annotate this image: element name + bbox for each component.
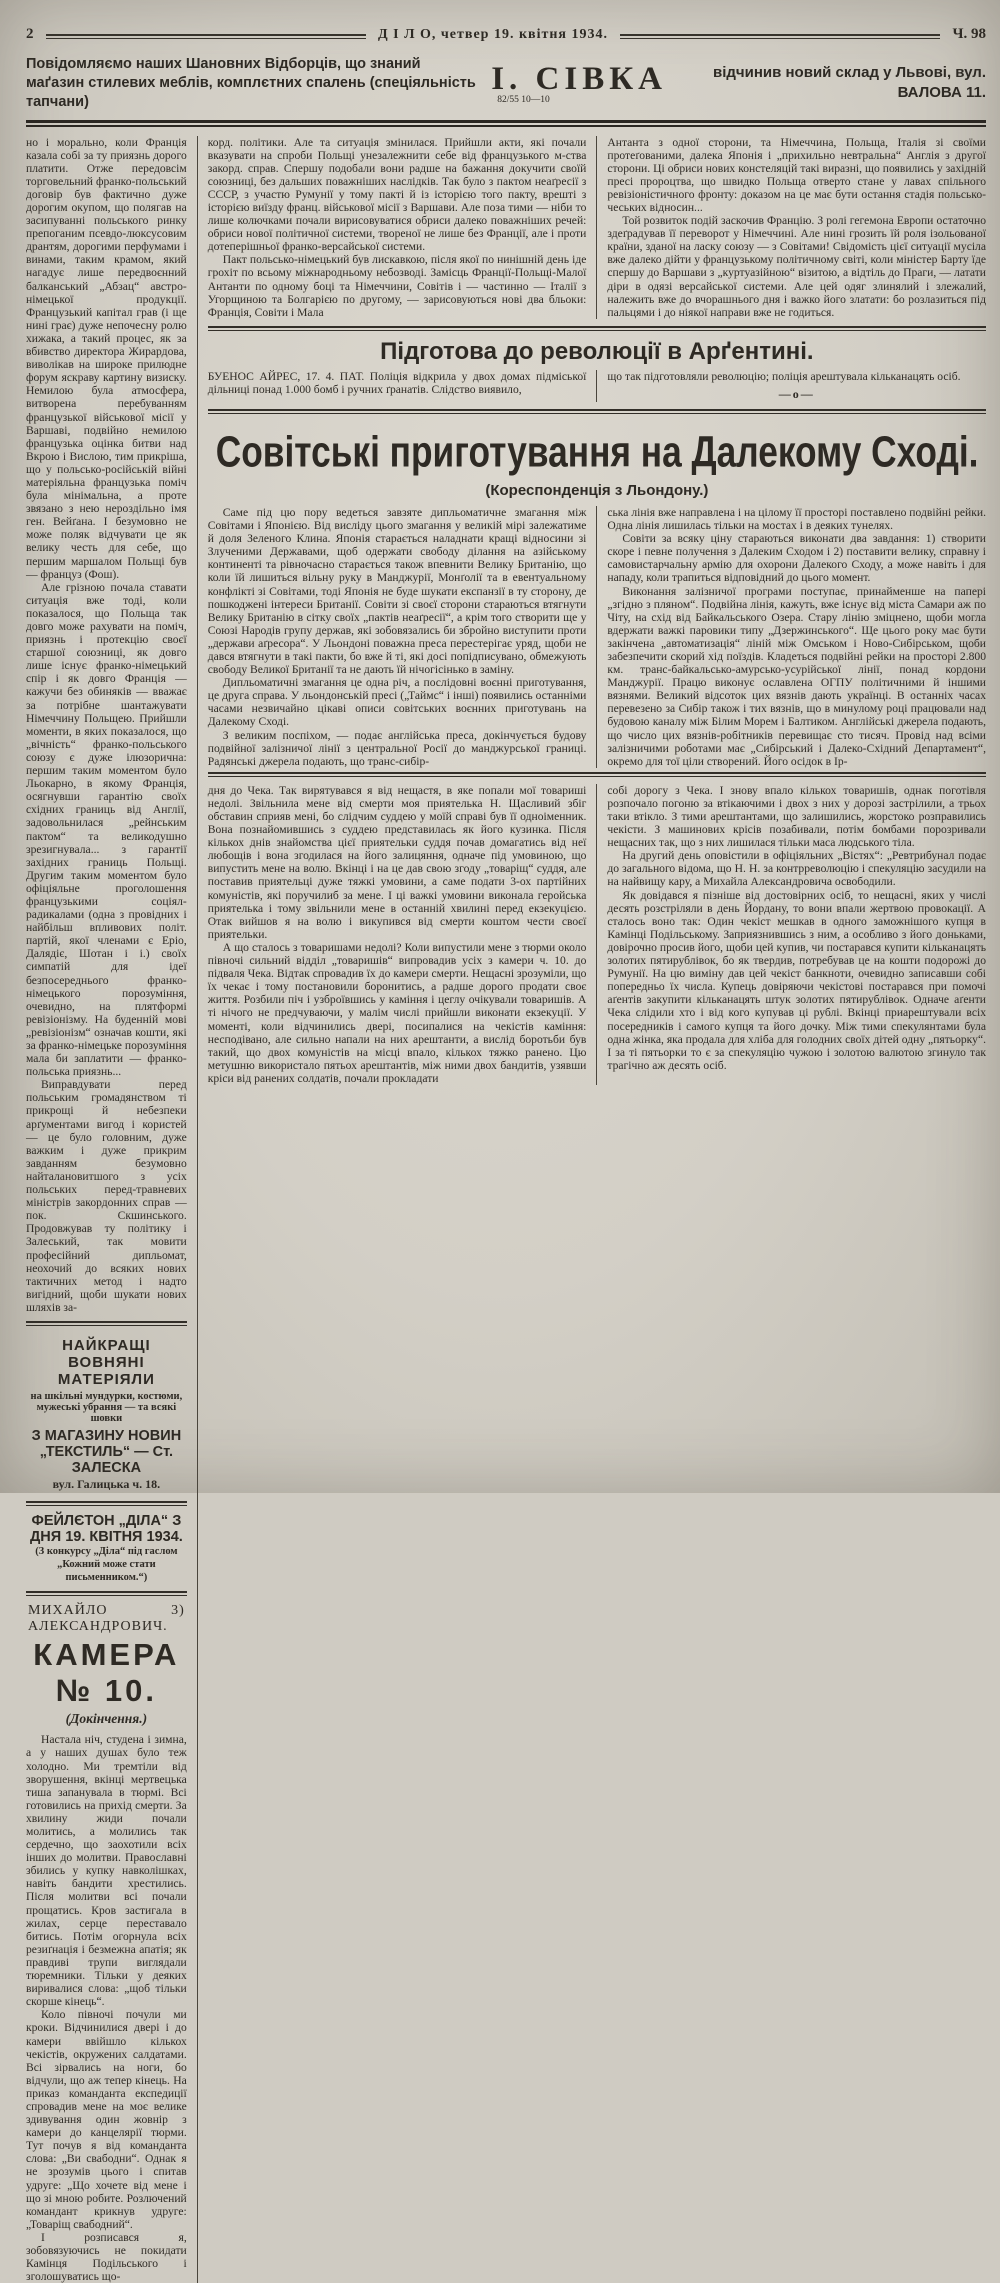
top-ad-brand-block [491,61,667,105]
argentina-col-left [208,370,597,402]
horizontal-rule [208,326,986,331]
feuilleton-col3 [596,784,986,1085]
argentina-col-right [596,370,986,402]
header-rule-left [46,34,367,39]
horizontal-rule [26,120,986,127]
feuilleton-header-block [26,1513,187,1727]
column-right-area [197,136,986,2283]
article-paragraph: Виправдувати перед польським громадянством ті прикрощі й небезпеки арґументами вигод і користей — це було головним, дуже важким і дуже прикрим завданням безумовно найталановитшого з усіх польських перед-травневих міністрів закордонних справ — пок. Скшинського. Продовжував ту політику і Залеський, так мовити професійний дипльомат, неохочий до всяких нових тактичних метод і надто вигідний, щоби шукати нових шляхів за- [26,1078,187,1314]
article-paragraph: І розписався я, зобовязуючись не покидати Камінця Подільського і зголошуватись що- [26,2230,187,2283]
top-ad-banner [26,55,986,112]
article-paragraph: Але грізною почала ставати ситуація вже тоді, коли показалося, що Польща так довго може рахувати на поміч, приязнь і протекцію своєї старшої союзниці, як довго лише існує франко-німецький спір і як довго Франція — кажучи без обиняків — вважає за потрібне шантажувати Німеччину Польщею. Прийшли моменти, в яких показалося, що „вічність“ франко-польського союзу є дуже ілюзорична: першим таким моментом було Льокарно, в якому Франція, осягнувши гарантію своїх східних границь від Англії, задовольнилася „рейнським пактом“ та великодушно зрезигнувала... з гарантії західних границь Польщі. Другим таким моментом було офіціяльне проголошення французькими соціял-радикалами (одна з провідних і найбільш впливових політ. партій, якої членами є Еріо, Далядіє, Шотан і і.) своїх симпатій для ідеї безпосереднього франко-німецького порозуміння, очевидно, на плятформі ревізіонізму. На буденній мові „ревізіонізм“ означав кошти, які за франко-німецьке порозуміння мала би заплатити — франко-польська приязнь... [26,580,187,1079]
feuilleton-author: МИХАЙЛО АЛЕКСАНДРОВИЧ. [28,1603,168,1635]
article-paragraph: що так підготовляли революцію; поліція арештувала кільканацять осіб. [607,369,961,383]
soviet-col-left [208,506,597,768]
article-paragraph: З великим поспіхом, — подає англійська преса, докінчується будову подвійної залізничої лінії з центральної Росії до манджурської границі. Радянські джерела подають, що транс-сибір- [207,728,587,768]
wool-ad [26,1333,187,1494]
article-paragraph: Пакт польсько-німецький був лискавкою, після якої по нинішній день іде грохіт по всьому міжнародньому небозводі. Замісць Франції-Польщі-Малої Антанти по одному боці та Німеччини, Совітів і — частинно — Італії з Угорщиною та Болгарією по другому, — зарисовуються нові два бльоки: Франція, Совіти і Мала [207,253,587,319]
masthead-title: Д І Л О, четвер 19. квітня 1934. [378,26,608,42]
issue-number: Ч. 98 [952,26,986,42]
article-paragraph: На другий день оповістили в офіціяльних „Вістях“: „Ревтрибунал подає до загального відома, що Н. Н. за контрреволюцію і спекуляцію засудили на на найвищу кару, а Михайла Александровича освободили. [607,849,986,889]
feuilleton-continuation [208,784,986,1085]
argentina-headline: Підготова до революції в Арґентині. [380,337,814,365]
article-paragraph: Антанта з одної сторони, та Німеччина, Польща, Італія зі своїми протеґованими, далека Японія і „прихильно невтральна“ Англія з другої сторони. Ці обриси нових констеляцій такі виразні, що появились у західній пресі пророцтва, що швидко Польща отверто стане у лавах спільного ревізіоністичного фронту: доказом на це має бути остання стадія польсько-чеських відносин... [607,135,986,214]
article-paragraph: дня до Чека. Так вирятувався я від нещастя, в яке попали мої товариші недолі. Звільнила мене від смерти моя приятелька Н. Щасливий збіг обставин сприяв мені, бо слідчим суддею у моїй справі був її одноіменник. Вона познайомившись з суддею представилась як його кузинка. Після кількох днів знайомства цієї приятельки суддя почав домагатись від неї любощів і вона згодилася на його залицяння, одначе під умовиною, що випустить мене на волю. Вкінці і на це дав свою згоду „товаріщ“ суддя, але поставив приятельці дуже тяжкі умовини, а саме подати 3-ох партійних комуністів, які поручилиб за мене. І ці важкі умовини виконала геройська приятелька і тому звільнили мене в останній хвилині перед екзекуцією. Отак вийшов я на волю і викупився від смерти коштом чести своєї приятельки. [207,783,587,941]
horizontal-rule [208,772,986,777]
article-paragraph: ська лінія вже направлена і на цілому її просторі поставлено подвійні рейки. Одна лінія лишилась тільки на мостах і в деяких тунелях. [607,505,986,533]
article-paragraph: Як довідався я пізніше від достовірних осіб, то нещасні, яких у числі десять розстріляли в день Йордану, то вони впали жертвою провокації. А сталось воно так: Один чекіст мешкав в одного заможнішого купця в Камінці Подільському. Заприязнившись з ним, а особливо з його доньками, довірочно просив його, щоби цей купив, чи постарався купити кільканацять золотих пятирублівок, бо як твердив, потребував це на кошти подорожі до Румунії. На цю виміну дав цей чекіст банкноти, очевидно записавши собі попередньо їх числа. Купець довіряючи чекістові постарався при помочі аґентів закупити кільканацять штук золотих пятирублівок. Одначе аґенти Чека слідили хто і від кого купував ці рублі. Вкінці приарештували всіх посередників і самого купця та його дочку. Між тими спекулянтами була одна жінка, яка продала для хліба для голодних своїх дітей одну „пятьорку“. І за ті пятьорки то є за спекуляцію чужою і золотою валютою згинуло так трагічно аж десять осіб. [607,888,986,1072]
page-columns [26,136,986,2283]
top-ad-text-right: відчинив новий склад у Львові, вул. ВАЛОВА 11. [712,64,986,102]
article-paragraph: Саме під цю пору ведеться завзяте дипльоматичне змагання між Совітами і Японією. Від висліду цього змагання у великій мірі залежатиме й доля Зеленого Клина. Японія старається наладнати кращі відносини зі Злученими Державами, щоб одержати свободу ділання на азійському континенті та рівночасно старається також впевнити Велику Британію, що коли їй лишиться вільну руку в Манджурії, Монґолії та в евентуальному конфлікті зі Совітами, тоді Японія не буде шукати експанзії в ту сторону, де пошкоджені інтереси Британії. Совіти зі своєї сторони стараються втягнути Велику Британію в сітку своїх „пактів неаґресії“, а крім того створити ще у Союзі Народів групу держав, які зобовязались би збройно виступити проти „держави аґресора“. У Льондоні поважна преса перестерігає уряд, щоби не дався втягнути в такі пакти, бо вже й ті, які досі попідписувано, обмежують свободу Великої Британії та не дають їй нічогісінько в заміну. [207,505,587,677]
wool-ad-store: З МАГАЗИНУ НОВИН „ТЕКСТИЛЬ“ — Ст. ЗАЛЕСКА [31,1427,182,1476]
article-paragraph: собі дорогу з Чека. І знову впало кількох товаришів, однак поготівля розпочало погоню за втікаючими і двох з них у дорозі застрілили, а трьох таки втікло. З тими арештантами, що залишились, жорстоко розправились чекісти. З машинових крісів позабивали, потім бомбами порозривали нещасних так, що з них лишилася тільки маса людського тіла. [607,783,986,850]
article-paragraph: Той розвиток подій заскочив Францію. З ролі гегемона Европи остаточно здеґрадував її переворот у Німеччині. Але нині грозить їй роля ізольованої країни, зданої на ласку союзу — з Совітами! Свідомість цієї ситуації мусіла вже далеко дійти у французькому політичному світі, коли міністер Барту їде спершу до Варшави з „куртуазійною“ візитою, а відтіль до Праги, — латати діри в одязі версайської системи. Але цей одяг злинялий і злежалий, належить вже до вчорашнього дня і важко його златати: бо розлазиться під пальцями і до ніякої направи вже не годиться. [607,214,986,319]
politics-continuation [208,136,986,319]
wool-ad-address: вул. Галицька ч. 18. [52,1476,161,1491]
article-paragraph: Дипльоматичні змагання це одна річ, а послідовні воєнні приготування, це друга справа. У льондонській пресі („Таймс“ і інші) появились останніми часами незвичайно цікаві описи совітських воєнних приготувань на Далекому Сході. [207,676,587,729]
horizontal-rule [26,1591,187,1596]
article-paragraph: Виконання залізничої програми поступає, принайменше на папері „згідно з пляном“. Подвійна лінія, кажуть, вже існує від міста Самари аж по Чіту, на схід від Байкальського Озера. Стару лінію зміцнено, щоби могла вдержати важкі паровики типу „Дзержинського“. Ще цього року має бути закінчена „автоматизація“ ліній між Омськом і Ново-Сибірськом, щоби забезпечити скорий хід поїздів. Кладеться подвійні рейки на просторі 2.800 км. транс-байкальсько-амурсько-усурійської лінії, понад кордони Манджурії. Працю виконує ославлена ОГПУ політичними й іншими вязнями. Великий відсоток цих вязнів дають українці. В останніх часах перевезено за Сибір також і тих вязнів, що в минулому році працювали над будовою каналу між Білим Морем і Балтиком. Англійські джерела подають, що число цих вязнів-робітників перевищає сто тисяч. Провід над всіми залізничими роботами має „Сибірський і Далеко-Східний Департамент“, окремо для тої ціли створений. Його осідок в Ір- [607,584,986,768]
feuilleton-section-subtitle: „Кожний може стати письменником.“) [57,1559,156,1584]
feuilleton-part-number: 3) [171,1603,185,1619]
soviet-col-right [596,506,986,768]
wool-ad-headline: НАЙКРАЩІ ВОВНЯНІ МАТЕРІЯЛИ [57,1336,155,1388]
feuilleton-title-note: (Докінчення.) [65,1711,148,1727]
horizontal-rule [26,1321,187,1326]
wool-ad-subline: на шкільні мундурки, костюми, мужеські убрання — та всякі шовки [30,1390,183,1424]
header-rule-right [620,34,941,39]
argentina-article [208,338,986,402]
article-paragraph: Коло півночі почули ми кроки. Відчинилися двері і до камери ввійшло кількох чекістів, окружених салдатами. Всі зірвались на ноги, бо відчули, що аж тепер кінець. На приказ команданта експедиції спровадив мене на моє велике здивування один жовнір з камери до канцелярії тюрми. Тут почув я від команданта слова: „Ви свабодни“. Однак я не зрозумів цього і спитав удруге: „Що хочете від мене і що зі мною робите. Розлючений командант крикнув удруге: „Товаріщ свабодний“. [26,2008,187,2231]
horizontal-rule [26,1501,187,1506]
column-left [26,136,197,2283]
soviet-headline: Совітські приготування на Далекому Сході. [215,425,979,476]
article-paragraph: А що сталось з товаришами недолі? Коли випустили мене з тюрми около півночі сильний відділ „товаришів“ випровадив усіх з камери ч. 10. до підваля Чека. Відтак спровадив їх до камери смерти. Нещасні зрозуміли, що їх чекає і тому постановили боронитись, а радше дорого продати своє життя. Розбили піч і узброївшись у каміння і цеглу очікували товаришів. А ті нічого не предчуваючи, у малім числі прийшли виконати екзекуції. У моменті, коли відчинились двері, посипалися на чекістів каміння: несподівано, але сильно напали на них арештанти, а вислід боротьби був такий, що двох комуністів на місці впало, кількох тяжко ранено. Цю метушню використало пятьох арештантів, між ними двох бандитів, узявши кріси від ранених солдатів, почали прокладати [207,940,587,1085]
article-paragraph: но і морально, коли Франція казала собі за ту приязнь дорого платити. Отже передовсім торговельний франко-польський договір був фактично дуже дорогим окупом, що полягав на засипуванні польського ринку препоганим псевдо-люксусовим дрантям, дорогими перфумами і винами, таким крамом, який нагадує лише передвоєнний балканський „Абзац“ австро-німецької продукції. Французький капітал грав (і ще нині грає) дуже непочесну ролю хижака, а такий процес, як за вбивство директора Жирардова, виволікав на широке прилюдне форум яскраву картину визиску. Немилою була атмосфера, витворена перебуванням французької військової місії у Варшаві, подвійно немилою французька оцінка битви над Вкрою і Вислою, тим прикріша, що у польсько-російській війні матеріяльна французька поміч була мінімальна, а проте звязано з нею нероздільно імя ген. Вейґана. І безумовно не може поляк відчувати це як велику честь для себе, що першим маршалом Польщі був — француз (Фош). [26,135,187,581]
article-paragraph: Совіти за всяку ціну стараються виконати два завдання: 1) створити скоре і певне получення з Далеким Сходом і 2) поставити велику, справну і самовистарчальну армію для охорони Далекого Сходу, а може навіть і для нападу, коли трапиться відповідний до цього момент. [607,532,986,585]
soviet-article [208,426,986,768]
soviet-subtitle: (Кореспонденція з Льондону.) [485,481,709,499]
horizontal-rule [208,409,986,414]
feuilleton-col2 [208,784,597,1085]
article-paragraph: корд. політики. Але та ситуація змінилася. Прийшли акти, які почали вказувати на спроби Польщі унезалежнити себе від французького м-ства закорд. справ. Спершу подобали вони радше на бажання докучити своїй союзниці, без дальших поважніших наслідків. Так було з пактом неаґресії з СССР, з участю Румунії у тому пакті й із історією того пакту, врешті з історією виїзду франц. військової місії з Варшави. Але поза тими — ніби то лише колючками почали вирисовуватися обриси далеко поважніших речей: обриси нової політичної системи, твореної не лише без Франції, але і проти дотеперішньої франко-версайської системи. [207,135,587,254]
article-paragraph: Настала ніч, студена і зимна, а у наших душах було теж холодно. Ми тремтіли від зворушення, вкінці мертвецька тиша запанувала в тюрмі. Всі готовились на прихід смерти. За хвилину жиди почали молитись, а молились так сердечно, що заохотили всіх інших до молитви. Православні збились у купку навколішках, навіть бандити хрестились. Після молитви всі почали прощатись. Кров застигала в жилах, серце переставало битись. Потім огорнула всіх резиґнація і безмежна апатія; як правдиві трупи виглядали тюремники. Тільки у деяких виривалися слова: „щоб тільки скорше кінець“. [26,1733,187,2009]
top-ad-brand-name: І. СІВКА [491,61,667,98]
feuilleton-title: КАМЕРА № 10. [33,1637,180,1709]
top-ad-code: 82/55 10—10 [497,95,550,106]
ornament-divider: —о— [778,386,815,401]
top-ad-text-left: Повідомляємо наших Шановних Відборців, що знаний маґазин стилевих меблів, комплєтних спалень (спеціяльність тапчани) [26,56,476,110]
politics-col2 [208,136,597,319]
feuilleton-section-subtitle: (З конкурсу „Діла“ під гаслом [35,1545,178,1557]
page-number: 2 [26,26,34,42]
page-header [26,26,986,43]
article-paragraph: БУЕНОС АЙРЕС, 17. 4. ПАТ. Поліція відкрила у двох домах підміської дільниці понад 1.000 бомб і ручних ґранатів. Слідство виявило, [207,369,587,396]
politics-col3 [596,136,986,319]
feuilleton-section-title: ФЕЙЛЄТОН „ДІЛА“ З ДНЯ 19. КВІТНЯ 1934. [29,1512,183,1545]
